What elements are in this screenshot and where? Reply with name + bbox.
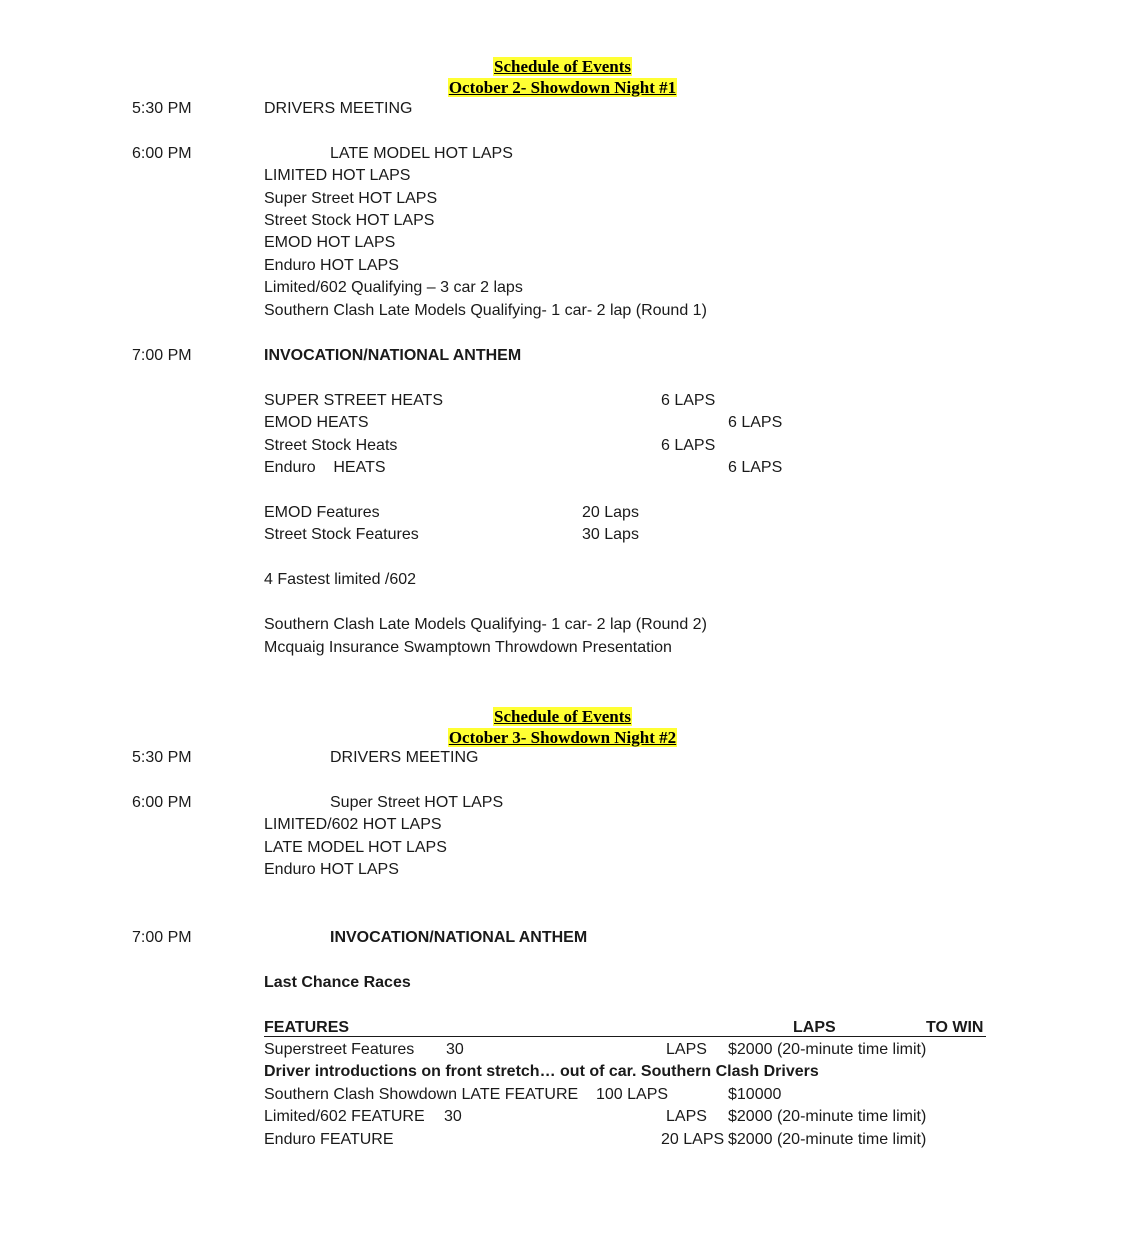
feature-name: EMOD Features bbox=[264, 504, 380, 521]
table-row-laps: 20 LAPS bbox=[661, 1131, 725, 1148]
time-label: 6:00 PM bbox=[132, 794, 192, 811]
closing-item: Southern Clash Late Models Qualifying- 1 car- 2 lap (Round 2) bbox=[264, 616, 707, 633]
feature-laps: 30 Laps bbox=[582, 526, 639, 543]
event-item: Southern Clash Late Models Qualifying- 1 car- 2 lap (Round 1) bbox=[264, 302, 707, 319]
event-item: LIMITED/602 HOT LAPS bbox=[264, 816, 442, 833]
schedule-subtitle-night2: October 3- Showdown Night #2 bbox=[448, 728, 677, 747]
heat-name: SUPER STREET HEATS bbox=[264, 392, 443, 409]
schedule-subtitle-night1: October 2- Showdown Night #1 bbox=[448, 78, 677, 97]
table-row-laps-count: 30 bbox=[444, 1108, 462, 1125]
event-item: Enduro HOT LAPS bbox=[264, 861, 399, 878]
heat-name: Street Stock Heats bbox=[264, 437, 398, 454]
event-item: LATE MODEL HOT LAPS bbox=[330, 145, 513, 162]
event-item: Super Street HOT LAPS bbox=[264, 190, 438, 207]
table-header-to-win: TO WIN bbox=[926, 1019, 984, 1036]
table-row-name: Superstreet Features bbox=[264, 1041, 415, 1058]
heat-laps: 6 LAPS bbox=[661, 392, 716, 409]
time-label: 6:00 PM bbox=[132, 145, 192, 162]
event-drivers-meeting: DRIVERS MEETING bbox=[264, 100, 413, 117]
table-row-name: Enduro FEATURE bbox=[264, 1131, 394, 1148]
event-item: Enduro HOT LAPS bbox=[264, 257, 399, 274]
table-row-prize: $10000 bbox=[728, 1086, 782, 1103]
event-drivers-meeting: DRIVERS MEETING bbox=[330, 749, 479, 766]
table-header-laps: LAPS bbox=[793, 1019, 836, 1036]
table-row-laps: LAPS bbox=[666, 1108, 707, 1125]
event-item: Street Stock HOT LAPS bbox=[264, 212, 435, 229]
event-item: Limited/602 Qualifying – 3 car 2 laps bbox=[264, 279, 523, 296]
heat-laps: 6 LAPS bbox=[661, 437, 716, 454]
event-invocation: INVOCATION/NATIONAL ANTHEM bbox=[330, 929, 588, 946]
schedule-title-night2: Schedule of Events bbox=[494, 707, 631, 726]
event-item: LATE MODEL HOT LAPS bbox=[264, 839, 447, 856]
table-row-name: Southern Clash Showdown LATE FEATURE bbox=[264, 1086, 579, 1103]
heat-name: EMOD HEATS bbox=[264, 414, 369, 431]
closing-item: Mcquaig Insurance Swamptown Throwdown Presentation bbox=[264, 639, 672, 656]
schedule-title-night1: Schedule of Events bbox=[494, 57, 631, 76]
event-item: Super Street HOT LAPS bbox=[330, 794, 504, 811]
time-label: 5:30 PM bbox=[132, 749, 192, 766]
event-item: EMOD HOT LAPS bbox=[264, 234, 396, 251]
time-label: 5:30 PM bbox=[132, 100, 192, 117]
table-row-name: Limited/602 FEATURE bbox=[264, 1108, 425, 1125]
last-chance-races: Last Chance Races bbox=[264, 974, 411, 991]
table-row-laps: 100 LAPS bbox=[596, 1086, 669, 1103]
heat-name: Enduro HEATS bbox=[264, 459, 386, 476]
fastest-qualifiers: 4 Fastest limited /602 bbox=[264, 571, 417, 588]
table-header-underline bbox=[264, 1036, 986, 1037]
event-item: LIMITED HOT LAPS bbox=[264, 167, 411, 184]
heat-laps: 6 LAPS bbox=[728, 459, 783, 476]
heat-laps: 6 LAPS bbox=[728, 414, 783, 431]
time-label: 7:00 PM bbox=[132, 347, 192, 364]
table-row-laps-count: 30 bbox=[446, 1041, 464, 1058]
feature-laps: 20 Laps bbox=[582, 504, 639, 521]
time-label: 7:00 PM bbox=[132, 929, 192, 946]
event-invocation: INVOCATION/NATIONAL ANTHEM bbox=[264, 347, 522, 364]
table-row-prize: $2000 (20-minute time limit) bbox=[728, 1041, 927, 1058]
table-header-features: FEATURES bbox=[264, 1019, 350, 1036]
table-row-prize: $2000 (20-minute time limit) bbox=[728, 1108, 927, 1125]
feature-name: Street Stock Features bbox=[264, 526, 419, 543]
table-row-prize: $2000 (20-minute time limit) bbox=[728, 1131, 927, 1148]
table-row-laps: LAPS bbox=[666, 1041, 707, 1058]
driver-introductions-note: Driver introductions on front stretch… out of car. Southern Clash Drivers bbox=[264, 1063, 819, 1080]
